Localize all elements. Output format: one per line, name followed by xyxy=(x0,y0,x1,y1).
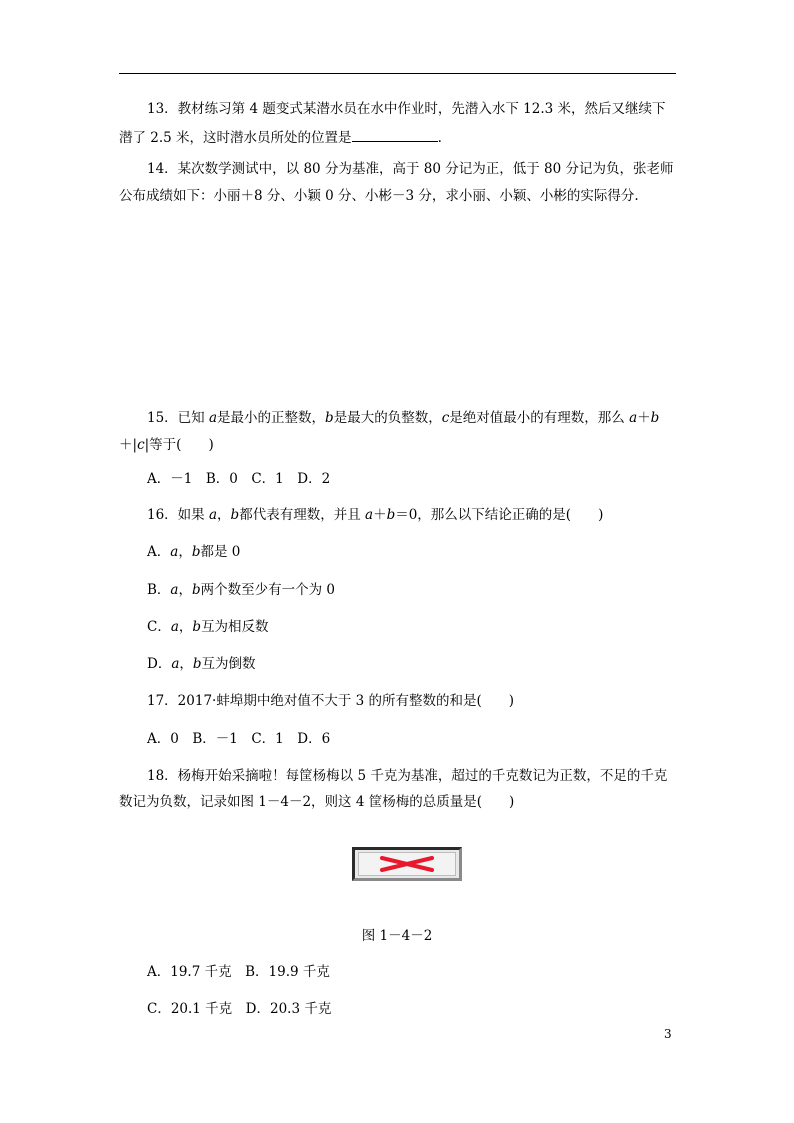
q15-text: 是最小的正整数， xyxy=(217,410,326,426)
q16-var-a: a xyxy=(208,507,218,523)
q16-text: 都代表有理数，并且 xyxy=(239,507,365,523)
option-var-b: b xyxy=(192,619,202,635)
q17-stem: 17．2017·蚌埠期中绝对值不大于 3 的所有整数的和是( ) xyxy=(147,693,515,709)
q15-options: A．－1 B．0 C．1 D．2 xyxy=(147,471,331,487)
q16-option-a xyxy=(147,542,240,562)
q15-var-a: a xyxy=(629,410,638,426)
option-var-b: b xyxy=(191,582,201,598)
page-number: 3 xyxy=(664,1027,672,1041)
q15-line1 xyxy=(147,408,659,428)
option-letter: D． xyxy=(147,656,172,672)
q13-line2 xyxy=(119,127,442,148)
broken-image-placeholder xyxy=(352,847,462,881)
q16-var-b: b xyxy=(386,507,396,523)
q15-var-c: c xyxy=(137,437,145,453)
option-text: 互为倒数 xyxy=(201,656,256,672)
q15-text: 是绝对值最小的有理数，那么 xyxy=(449,410,630,426)
option-text: 都是 0 xyxy=(200,544,241,560)
option-sep: ， xyxy=(179,656,193,672)
option-sep: ， xyxy=(178,582,192,598)
q16-var-b: b xyxy=(230,507,240,523)
q18-line2: 数记为负数，记录如图 1－4－2，则这 4 筐杨梅的总质量是( ) xyxy=(119,794,515,810)
q18-line1: 18．杨梅开始采摘啦！每筐杨梅以 5 千克为基准，超过的千克数记为正数，不足的千克 xyxy=(147,768,668,784)
option-var-b: b xyxy=(192,656,202,672)
q15-var-a: a xyxy=(208,410,218,426)
q16-text: ， xyxy=(217,507,231,523)
q13-line1: 13．教材练习第 4 题变式某潜水员在水中作业时，先潜入水下 12.3 米，然后又继续下 xyxy=(147,101,666,117)
q14-line1: 14．某次数学测试中，以 80 分为基准，高于 80 分记为正，低于 80 分记为负，张老师 xyxy=(147,161,674,177)
option-var-a: a xyxy=(170,582,179,598)
q16-text: ＋ xyxy=(373,507,387,523)
q16-option-d xyxy=(147,654,256,674)
q15-text: 15．已知 xyxy=(147,410,209,426)
q15-line2 xyxy=(119,435,214,455)
broken-image-frame xyxy=(358,852,456,876)
q14-line2: 公布成绩如下：小丽＋8 分、小颖 0 分、小彬－3 分，求小丽、小颖、小彬的实际得分. xyxy=(119,188,639,204)
q16-option-b xyxy=(147,580,335,600)
option-sep: ， xyxy=(178,619,193,635)
q13-line2-text: 潜了 2.5 米，这时潜水员所处的位置是 xyxy=(119,130,352,146)
q15-var-b: b xyxy=(650,410,660,426)
option-text: 互为相反数 xyxy=(201,619,269,635)
q16-text: ＝0，那么以下结论正确的是( ) xyxy=(395,507,604,523)
q18-options-row1: A．19.7 千克 B．19.9 千克 xyxy=(147,964,330,980)
red-x-icon xyxy=(378,856,436,872)
q15-text: ＋| xyxy=(119,437,138,453)
option-var-a: a xyxy=(170,544,179,560)
option-letter: B． xyxy=(147,582,171,598)
q18-options-row2: C．20.1 千克 D．20.3 千克 xyxy=(147,1001,332,1017)
option-var-a: a xyxy=(170,619,179,635)
option-text: 两个数至少有一个为 0 xyxy=(200,582,336,598)
header-rule xyxy=(119,73,676,74)
option-letter: C． xyxy=(147,619,171,635)
option-sep: ， xyxy=(178,544,192,560)
q16-option-c xyxy=(147,617,269,637)
q15-var-c: c xyxy=(441,410,450,426)
option-letter: A． xyxy=(147,544,171,560)
q13-answer-blank xyxy=(352,127,438,142)
q16-var-a: a xyxy=(365,507,374,523)
q15-text: ＋ xyxy=(637,410,651,426)
figure-caption: 图 1－4－2 xyxy=(361,928,433,944)
q13-line2-end: . xyxy=(437,130,442,146)
q15-var-b: b xyxy=(325,410,334,426)
q16-stem xyxy=(147,505,603,525)
q15-text: |等于( ) xyxy=(144,437,214,453)
option-var-a: a xyxy=(171,656,180,672)
option-var-b: b xyxy=(191,544,201,560)
q16-text: 16．如果 xyxy=(147,507,209,523)
q15-text: 是最大的负整数， xyxy=(333,410,442,426)
q17-options: A．0 B．－1 C．1 D．6 xyxy=(147,731,331,747)
